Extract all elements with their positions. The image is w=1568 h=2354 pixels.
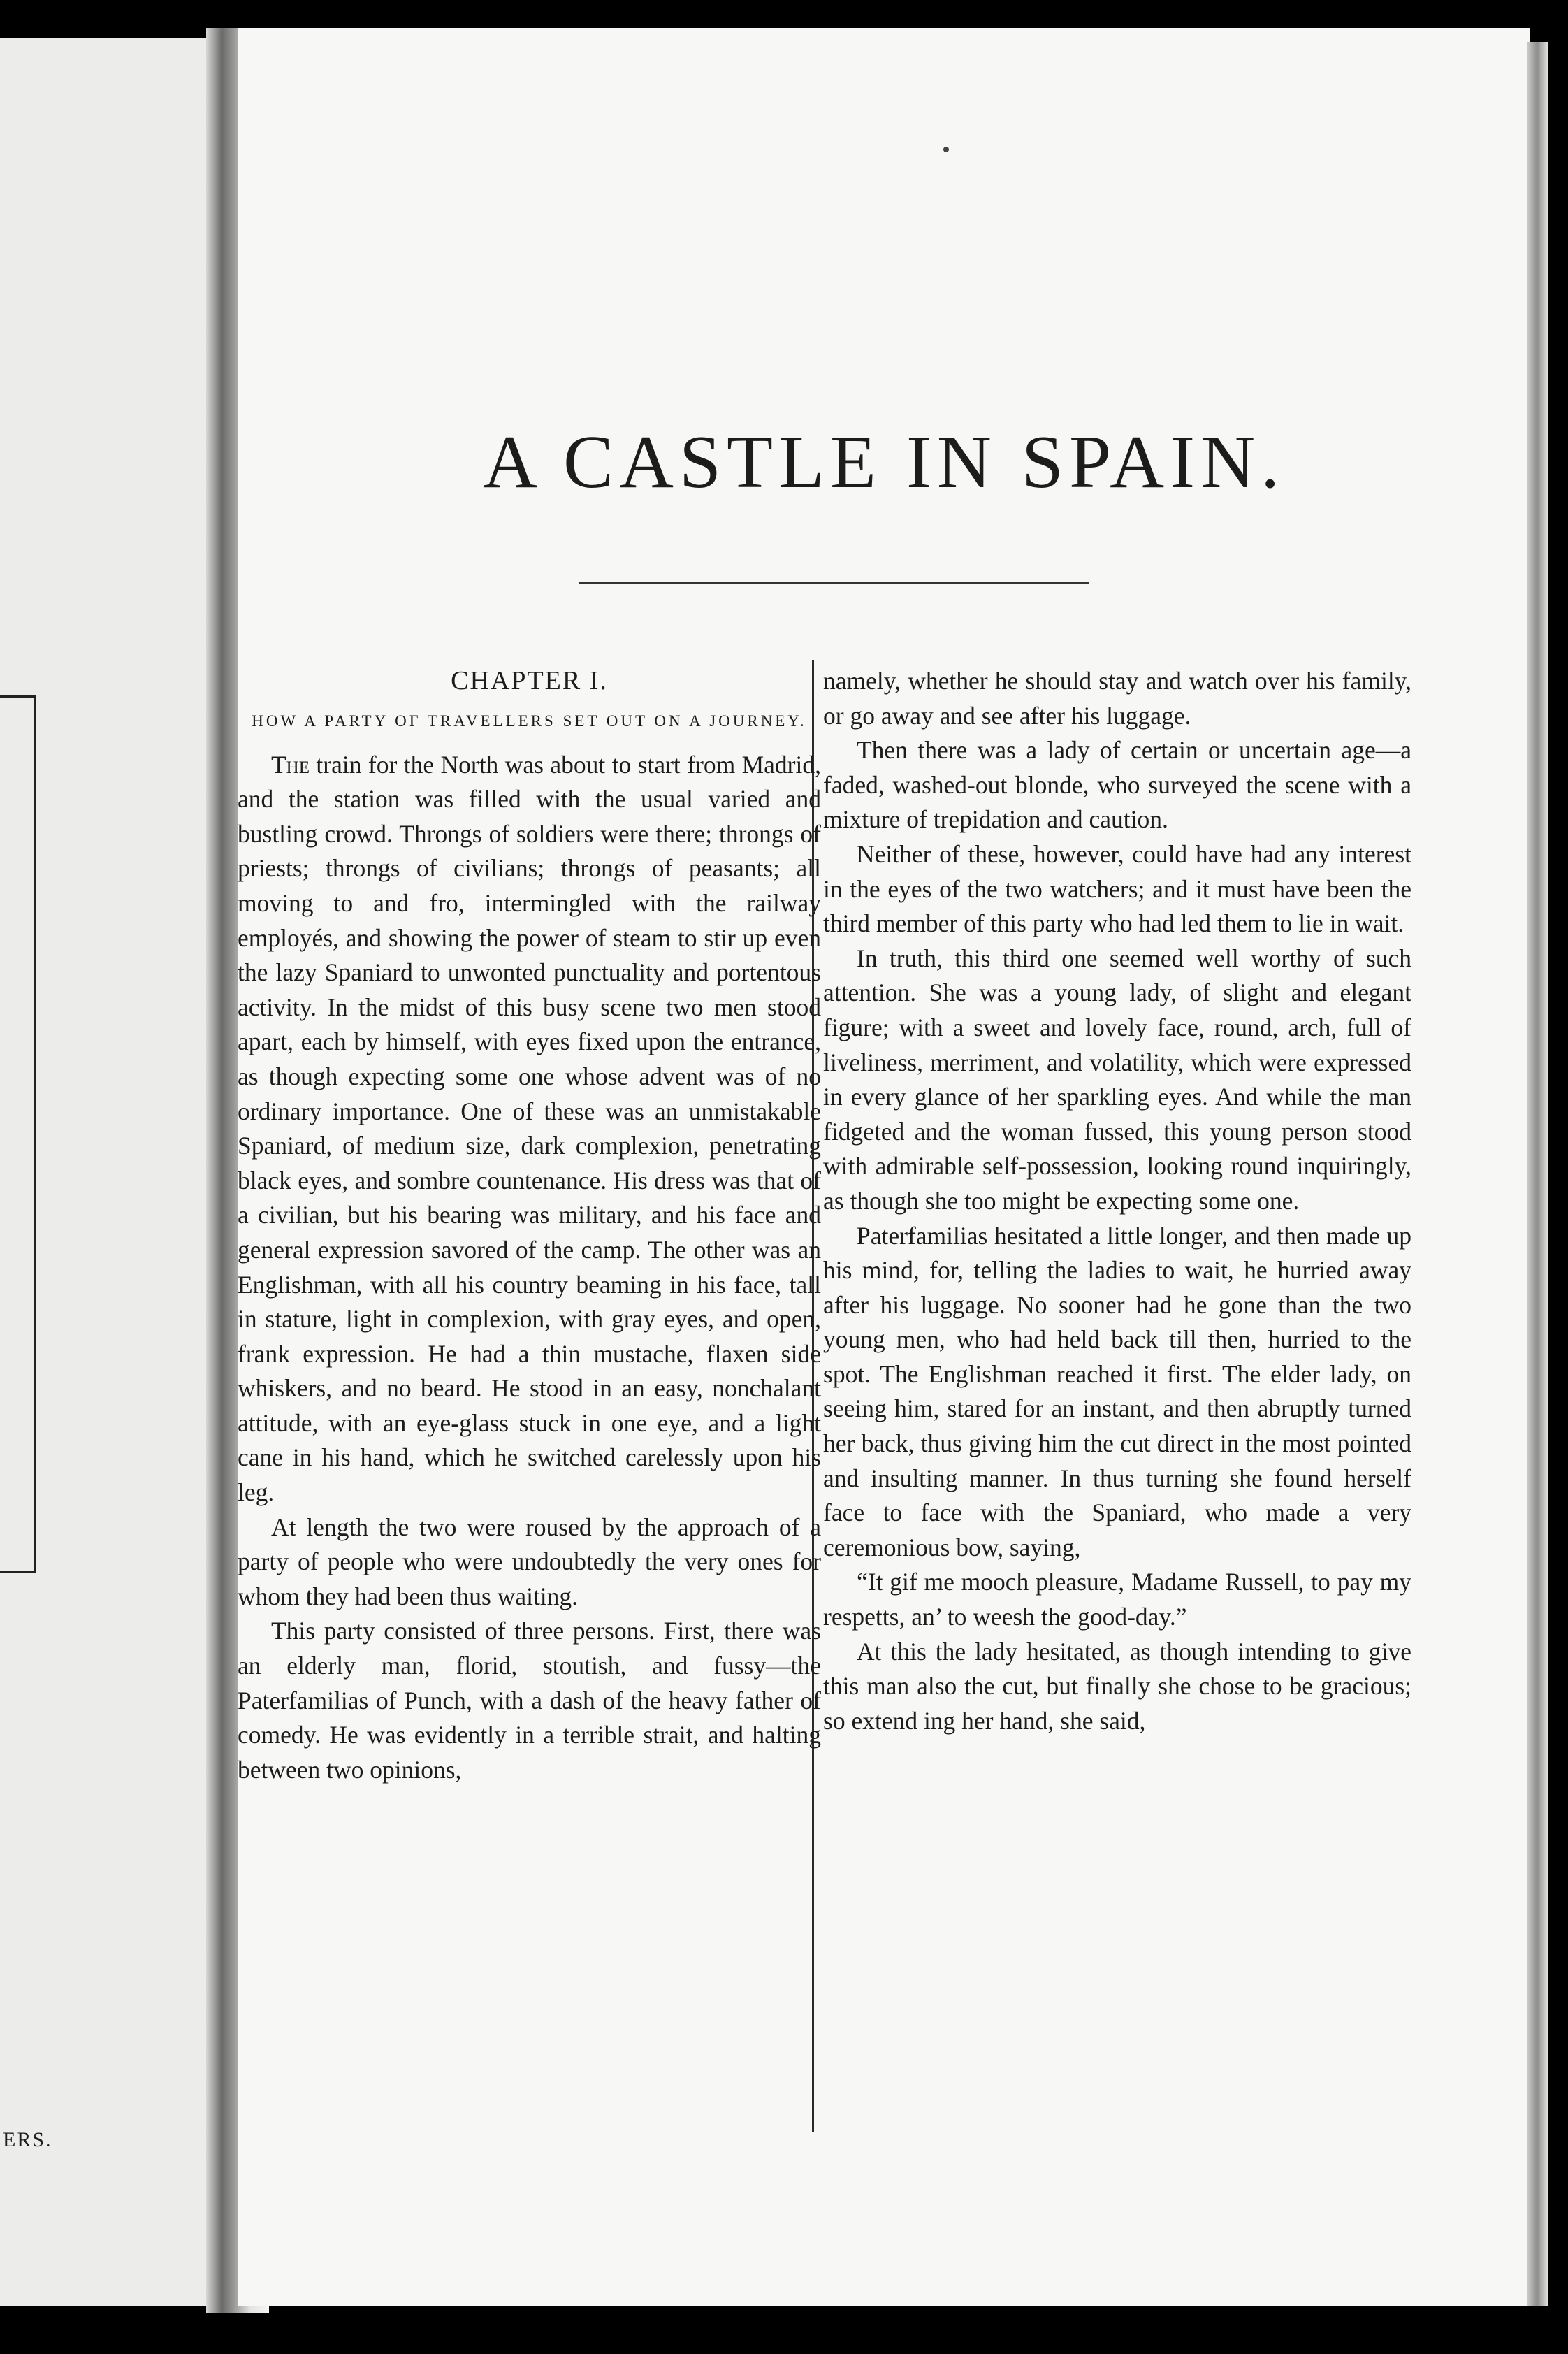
paragraph: At length the two were roused by the approach of a party of people who were undoubtedly the very ones for whom they had been thus waiting. (238, 1512, 821, 1610)
paragraph: Then there was a lady of certain or uncertain age—a faded, washed-out blonde, who surveyed the scene with a mixture of trepidation and caution. (823, 736, 1411, 834)
paragraph: Neither of these, however, could have had any interest in the eyes of the two watchers; and it must have been the third member of this party who had led them to lie in wait. (823, 839, 1411, 938)
facing-page-fragment: ERS. (3, 2128, 52, 2151)
chapter-heading: CHAPTER I. (451, 666, 608, 695)
lead-word: The (271, 750, 310, 779)
paragraph: Paterfamilias hesitated a little longer, and then made up his mind, for, telling the ladies to wait, he hurried away after his luggage. No sooner had he gone than the two young men, who had held back till then, hurried to the spot. The Englishman reached it first. The elder lady, on seeing him, stared for an instant, and then abruptly turned her back, thus giving him the cut direct in the most pointed and insulting manner. In thus turning she found herself face to face with the Spaniard, who made a very ceremonious bow, saying, (823, 1221, 1411, 1561)
page-edge (1527, 42, 1548, 2306)
paragraph: The train for the North was about to start from Madrid, and the station was filled with the usual varied and bustling crowd. Throngs of soldiers were there; throngs of priests; throngs of civilians; throngs of peasants; all moving to and fro, intermingled with the railway employés, and showing the power of steam to stir up even the lazy Spaniard to unwonted punctuality and portentous activity. In the midst of this busy scene two men stood apart, each by himself, with eyes fixed upon the entrance, as though expecting some one whose advent was of no ordinary importance. One of these was an unmistakable Spaniard, of medium size, dark complexion, penetrating black eyes, and sombre countenance. His dress was that of a civilian, but his bearing was military, and his face and general expression savored of the camp. The other was an Englishman, with all his country beaming in his face, tall in stature, light in complexion, with gray eyes, and open, frank expression. He had a thin mustache, flaxen side whiskers, and no beard. He stood in an easy, nonchalant attitude, with an eye-glass stuck in one eye, and a light cane in his hand, which he switched carelessly upon his leg. (238, 750, 821, 1507)
right-column (823, 664, 1411, 1738)
paragraph: At this the lady hesitated, as though intending to give this man also the cut, but finally she chose to be gracious; so extend ing her hand, she said, (823, 1637, 1411, 1735)
book-title: A CASTLE IN SPAIN. (482, 421, 1286, 504)
paragraph: This party consisted of three persons. First, there was an elderly man, florid, stoutish, and fussy—the Paterfamilias of Punch, with a dash of the heavy father of comedy. He was evidently in a terrible strait, and halting between two opinions, (238, 1617, 821, 1784)
facing-page (0, 38, 231, 2306)
chapter-subtitle: HOW A PARTY OF TRAVELLERS SET OUT ON A JOURNEY. (252, 712, 807, 730)
paragraph: namely, whether he should stay and watch over his family, or go away and see after his luggage. (823, 667, 1411, 730)
paragraph: In truth, this third one seemed well worthy of such attention. She was a young lady, of slight and elegant figure; with a sweet and lovely face, round, arch, full of liveliness, merriment, and volatility, which were expressed in every glance of her sparkling eyes. And while the man fidgeted and the woman fussed, this young person stood with admirable self-possession, looking round inquiringly, as though she too might be expecting some one. (823, 944, 1411, 1215)
paragraph: “It gif me mooch pleasure, Madame Russell, to pay my respetts, an’ to weesh the good-day.” (823, 1568, 1411, 1631)
facing-page-frame (0, 695, 36, 1573)
title-rule (579, 582, 1089, 584)
dust-speck (943, 147, 949, 152)
left-column (238, 664, 821, 1787)
